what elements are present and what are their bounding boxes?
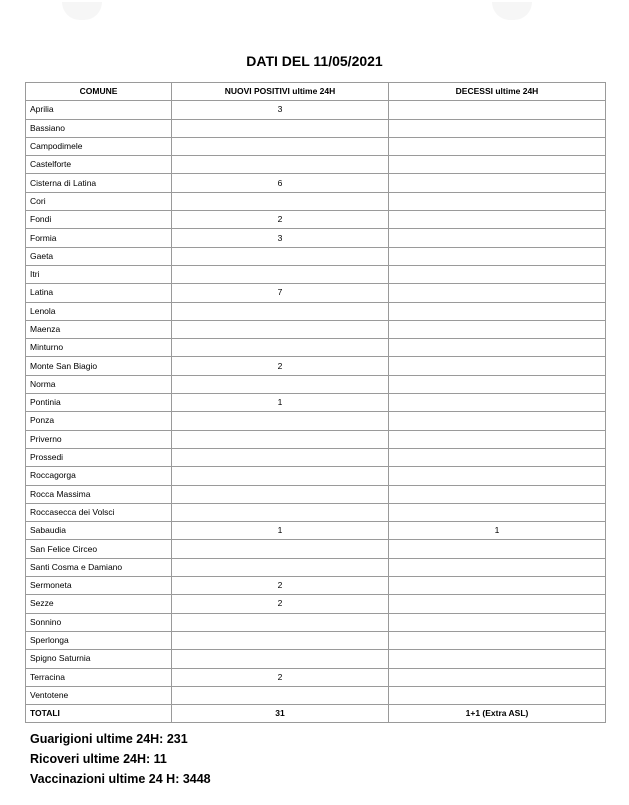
cell-nuovi-positivi [172,448,389,466]
table-row [26,137,606,155]
cell-comune: Sabaudia [26,522,172,540]
cell-nuovi-positivi: 3 [172,229,389,247]
cell-nuovi-positivi: 2 [172,211,389,229]
cell-decessi [389,302,606,320]
cell-comune: Spigno Saturnia [26,650,172,668]
cell-decessi [389,320,606,338]
cell-decessi [389,485,606,503]
cell-decessi: 1 [389,522,606,540]
cell-comune: Cori [26,192,172,210]
table-row [26,540,606,558]
table-row [26,430,606,448]
table-row [26,467,606,485]
table-row [26,375,606,393]
cell-decessi [389,448,606,466]
cell-decessi [389,540,606,558]
cell-nuovi-positivi: 2 [172,357,389,375]
cell-comune: Ponza [26,412,172,430]
cell-nuovi-positivi [172,613,389,631]
cell-comune: Monte San Biagio [26,357,172,375]
table-row [26,247,606,265]
cell-comune: Campodimele [26,137,172,155]
cell-decessi [389,192,606,210]
cell-comune: Cisterna di Latina [26,174,172,192]
cell-nuovi-positivi [172,247,389,265]
cell-nuovi-positivi [172,540,389,558]
cell-decessi [389,357,606,375]
cell-nuovi-positivi [172,485,389,503]
cell-nuovi-positivi: 2 [172,577,389,595]
cell-nuovi-positivi: 1 [172,394,389,412]
table-row [26,119,606,137]
cell-comune: Roccagorga [26,467,172,485]
cell-nuovi-positivi [172,558,389,576]
cell-decessi [389,650,606,668]
summary-list [30,729,211,789]
table-row [26,394,606,412]
table-row [26,101,606,119]
table-row [26,613,606,631]
left-logo [62,2,102,20]
cell-comune: Sonnino [26,613,172,631]
cell-decessi [389,613,606,631]
cell-decessi [389,430,606,448]
totals-label: TOTALI [26,705,172,723]
table-row [26,558,606,576]
cell-decessi [389,595,606,613]
table-row [26,650,606,668]
cell-comune: Sperlonga [26,631,172,649]
cell-comune: Aprilia [26,101,172,119]
cell-comune: Rocca Massima [26,485,172,503]
cell-nuovi-positivi [172,192,389,210]
cell-nuovi-positivi: 2 [172,595,389,613]
cell-decessi [389,211,606,229]
cell-decessi [389,577,606,595]
cell-comune: Fondi [26,211,172,229]
cell-decessi [389,558,606,576]
right-logo [492,2,532,20]
cell-comune: Sermoneta [26,577,172,595]
header-decessi: DECESSI ultime 24H [389,83,606,101]
table-header-row [26,83,606,101]
table-row [26,668,606,686]
table-row [26,229,606,247]
header-nuovi-positivi: NUOVI POSITIVI ultime 24H [172,83,389,101]
cell-nuovi-positivi [172,265,389,283]
table-row [26,448,606,466]
cell-nuovi-positivi [172,430,389,448]
cell-nuovi-positivi: 6 [172,174,389,192]
cell-decessi [389,137,606,155]
totals-nuovi-positivi: 31 [172,705,389,723]
table-row [26,265,606,283]
cell-comune: Minturno [26,339,172,357]
cell-comune: Prossedi [26,448,172,466]
cell-decessi [389,156,606,174]
table-row [26,320,606,338]
cell-comune: Formia [26,229,172,247]
cell-comune: Bassiano [26,119,172,137]
cell-nuovi-positivi [172,375,389,393]
cell-nuovi-positivi [172,302,389,320]
cell-nuovi-positivi [172,631,389,649]
table-row [26,686,606,704]
table-row [26,211,606,229]
cell-nuovi-positivi [172,137,389,155]
cell-nuovi-positivi: 7 [172,284,389,302]
cell-comune: Ventotene [26,686,172,704]
summary-vaccinazioni: Vaccinazioni ultime 24 H: 3448 [30,772,211,786]
cell-nuovi-positivi: 2 [172,668,389,686]
table-row [26,595,606,613]
cell-decessi [389,686,606,704]
summary-guarigioni: Guarigioni ultime 24H: 231 [30,732,188,746]
cell-decessi [389,265,606,283]
cell-nuovi-positivi [172,339,389,357]
cell-decessi [389,119,606,137]
cell-comune: Latina [26,284,172,302]
table-row [26,339,606,357]
header-comune: COMUNE [26,83,172,101]
cell-comune: Maenza [26,320,172,338]
table-row [26,412,606,430]
cell-decessi [389,394,606,412]
cell-comune: Roccasecca dei Volsci [26,503,172,521]
cell-comune: Castelforte [26,156,172,174]
table-row [26,192,606,210]
cell-comune: Lenola [26,302,172,320]
table-row [26,284,606,302]
cell-decessi [389,247,606,265]
cell-nuovi-positivi [172,119,389,137]
cell-decessi [389,339,606,357]
cell-nuovi-positivi [172,650,389,668]
table-row [26,577,606,595]
table-row [26,174,606,192]
totals-row [26,705,606,723]
data-table [25,82,606,723]
cell-nuovi-positivi [172,156,389,174]
cell-decessi [389,467,606,485]
page-title: DATI DEL 11/05/2021 [246,53,383,69]
cell-decessi [389,174,606,192]
cell-comune: Santi Cosma e Damiano [26,558,172,576]
cell-decessi [389,631,606,649]
cell-comune: Pontinia [26,394,172,412]
cell-nuovi-positivi [172,320,389,338]
cell-comune: San Felice Circeo [26,540,172,558]
cell-comune: Gaeta [26,247,172,265]
summary-ricoveri: Ricoveri ultime 24H: 11 [30,752,167,766]
cell-nuovi-positivi [172,412,389,430]
cell-decessi [389,284,606,302]
cell-decessi [389,375,606,393]
table-row [26,485,606,503]
cell-comune: Itri [26,265,172,283]
table-row [26,631,606,649]
cell-decessi [389,229,606,247]
cell-nuovi-positivi [172,686,389,704]
cell-nuovi-positivi: 1 [172,522,389,540]
cell-comune: Norma [26,375,172,393]
cell-decessi [389,101,606,119]
cell-decessi [389,503,606,521]
table-row [26,522,606,540]
totals-decessi: 1+1 (Extra ASL) [389,705,606,723]
table-row [26,503,606,521]
cell-comune: Priverno [26,430,172,448]
cell-nuovi-positivi: 3 [172,101,389,119]
table-row [26,302,606,320]
cell-comune: Terracina [26,668,172,686]
table-row [26,156,606,174]
cell-comune: Sezze [26,595,172,613]
table-row [26,357,606,375]
cell-nuovi-positivi [172,467,389,485]
cell-nuovi-positivi [172,503,389,521]
cell-decessi [389,668,606,686]
cell-decessi [389,412,606,430]
